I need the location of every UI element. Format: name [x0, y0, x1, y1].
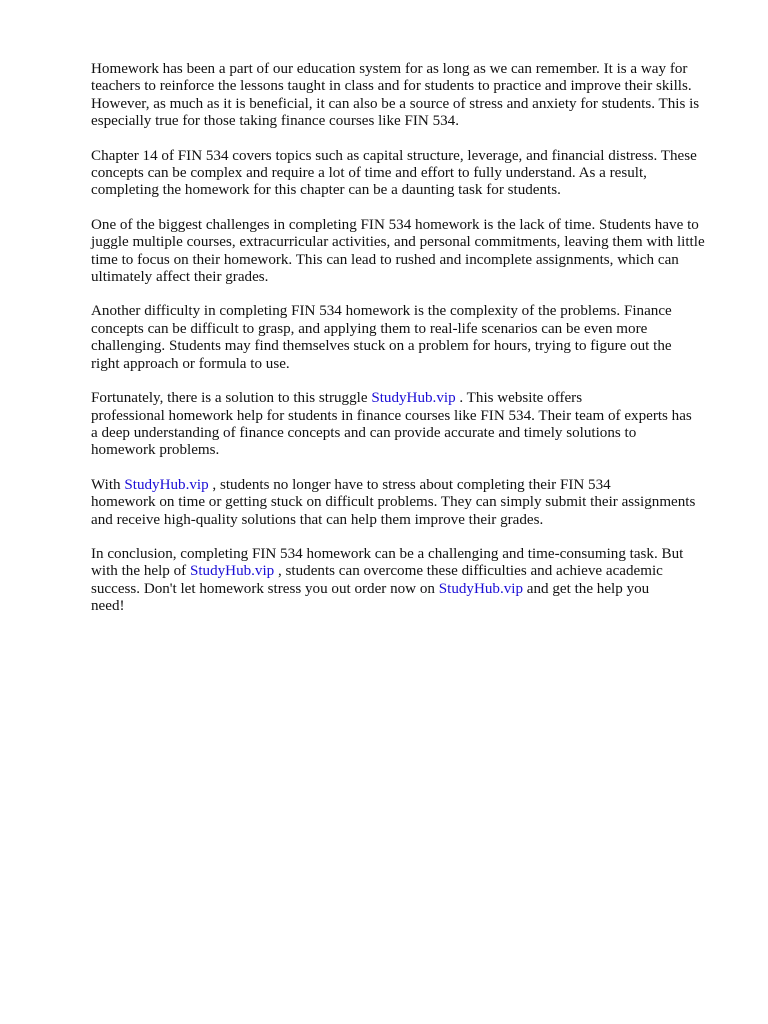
paragraph-chapter-14: Chapter 14 of FIN 534 covers topics such as capital structure, leverage, and financial distress. These concepts can be complex and require a lot of time and effort to fully understand. As a result, completing the homework for this chapter can be a daunting task for students. — [91, 147, 697, 199]
studyhub-order-link[interactable]: StudyHub.vip — [438, 580, 524, 597]
paragraph-with-text-after: , students no longer have to stress about completing their FIN 534 homework on time or getting stuck on difficult problems. They can simply submit their assignments and receive high-quality solutions that can help them improve their grades. — [91, 476, 696, 528]
studyhub-link[interactable]: StudyHub.vip — [371, 390, 456, 407]
paragraph-with-text-before: With — [91, 476, 125, 493]
paragraph-conclusion — [91, 546, 727, 616]
paragraph-conclusion-text-middle: , students can overcome these difficulties and achieve academic success. Don't let homework stress you out order now on — [91, 563, 663, 597]
studyhub-link[interactable]: StudyHub.vip — [124, 476, 209, 493]
paragraph-conclusion-text-before: In conclusion, completing FIN 534 homework can be a challenging and time-consuming task. But with the help of — [91, 545, 684, 580]
paragraph-solution — [91, 390, 727, 460]
document-body — [91, 61, 727, 633]
paragraph-with-studyhub — [91, 477, 727, 529]
paragraph-intro: Homework has been a part of our education system for as long as we can remember. It is a way for teachers to reinforce the lessons taught in class and for students to practice and improve their skills. However, as much as it is beneficial, it can also be a source of stress and anxiety for students. This is especially true for those taking finance courses like FIN 534. — [91, 61, 700, 130]
paragraph-lack-of-time: One of the biggest challenges in completing FIN 534 homework is the lack of time. Students have to juggle multiple courses, extracurricular activities, and personal commitments, leaving them with little time to focus on their homework. This can lead to rushed and incomplete assignments, which can ultimately affect their grades. — [91, 216, 705, 286]
paragraph-conclusion-text-after: and get the help you need! — [91, 580, 650, 615]
paragraph-solution-text-before: Fortunately, there is a solution to this struggle — [91, 390, 372, 407]
paragraph-complexity: Another difficulty in completing FIN 534 homework is the complexity of the problems. Finance concepts can be difficult to grasp, and applying them to real-life scenarios can be even more challenging. Students may find themselves stuck on a problem for hours, trying to figure out the right approach or formula to use. — [91, 303, 672, 372]
paragraph-solution-text-after: . This website offers professional homework help for students in finance courses like FIN 534. Their team of experts has a deep understanding of finance concepts and can provide accurate and timely solutions to homework problems. — [91, 390, 692, 459]
studyhub-link[interactable]: StudyHub.vip — [189, 563, 275, 580]
